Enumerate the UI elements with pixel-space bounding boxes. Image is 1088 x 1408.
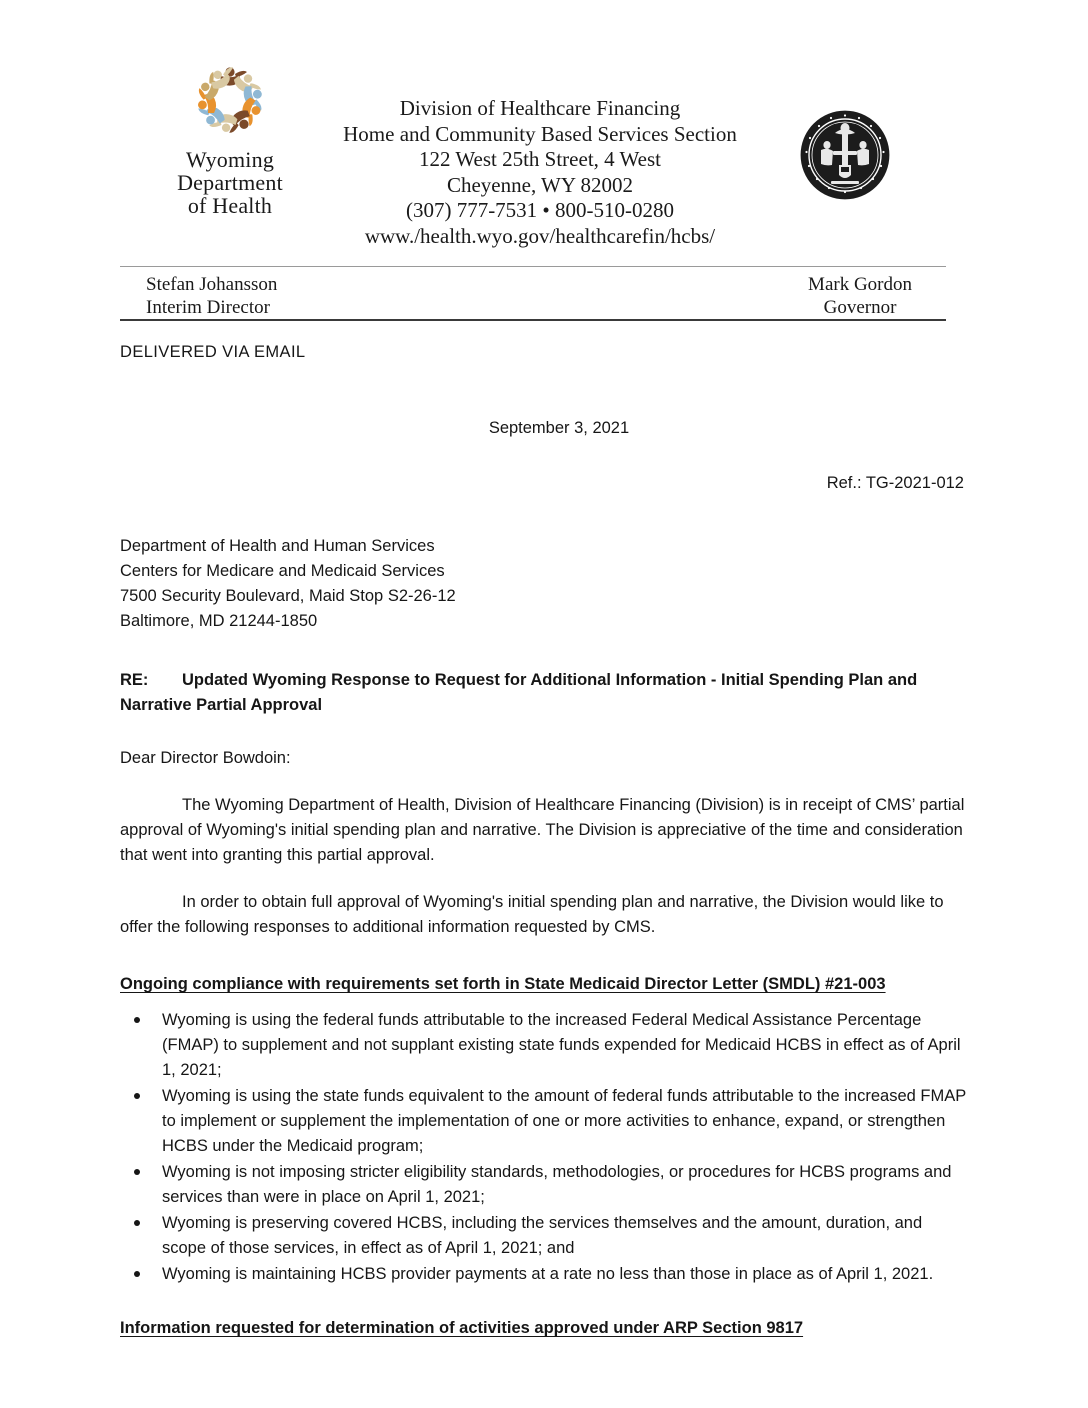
delivery-note: DELIVERED VIA EMAIL [120, 343, 306, 361]
officials-rule-bottom [120, 319, 946, 321]
recipient-line-4: Baltimore, MD 21244-1850 [120, 612, 318, 630]
director-block [146, 273, 277, 319]
agency-logo-block [150, 58, 310, 217]
wyoming-department-of-health-people-circle-logo [178, 58, 282, 146]
address-line-street: 122 West 25th Street, 4 West [419, 147, 661, 171]
wordmark-line-1: Wyoming [185, 147, 275, 172]
agency-wordmark [150, 148, 310, 217]
bullet-dot-icon [134, 1017, 140, 1023]
officials-rule-top [120, 266, 946, 267]
letter-body [120, 340, 968, 1341]
list-item [120, 1211, 968, 1261]
officials-band [120, 266, 946, 320]
address-line-website: www./health.wyo.gov/healthcarefin/hcbs/ [364, 223, 716, 248]
list-item [120, 1262, 968, 1287]
recipient-line-3: 7500 Security Boulevard, Maid Stop S2-26-12 [120, 587, 456, 605]
letterhead [0, 0, 1088, 255]
wyoming-great-seal [797, 107, 893, 203]
section-heading-compliance: Ongoing compliance with requirements set forth in State Medicaid Director Letter (SMDL) #21-003 [120, 975, 886, 993]
letterhead-address [300, 96, 780, 249]
list-item-text: Wyoming is not imposing stricter eligibility standards, methodologies, or procedures for HCBS programs and services than were in place on April 1, 2021; [162, 1163, 952, 1206]
governor-name: Mark Gordon [808, 274, 912, 295]
bullet-dot-icon [134, 1271, 140, 1277]
recipient-line-2: Centers for Medicare and Medicaid Services [120, 562, 445, 580]
re-subject: Updated Wyoming Response to Request for Additional Information - Initial Spending Plan and Narrative Partial Approval [120, 671, 918, 714]
section-heading-information-requested: Information requested for determination of activities approved under ARP Section 9817 [120, 1319, 804, 1337]
letter-date: September 3, 2021 [488, 419, 630, 437]
bullet-dot-icon [134, 1169, 140, 1175]
wordmark-line-2: Department [177, 170, 283, 195]
body-paragraph-1: The Wyoming Department of Health, Division of Healthcare Financing (Division) is in receipt of CMS’ partial approval of Wyoming's initial spending plan and narrative. The Division is appreciative of the time and consideration that went into granting this partial approval. [120, 796, 965, 864]
governor-title: Governor [823, 297, 897, 318]
list-item [120, 1084, 968, 1159]
list-item-text: Wyoming is maintaining HCBS provider payments at a rate no less than those in place as of April 1, 2021. [162, 1265, 934, 1283]
recipient-address [120, 534, 968, 634]
director-title: Interim Director [146, 297, 270, 318]
recipient-line-1: Department of Health and Human Services [120, 537, 435, 555]
list-item [120, 1008, 968, 1083]
list-item-text: Wyoming is using the federal funds attributable to the increased Federal Medical Assistance Percentage (FMAP) to supplement and not supplant existing state funds expended for Medicaid HCBS in effect as of April 1, 2021; [162, 1011, 961, 1079]
compliance-bullet-list [120, 1008, 968, 1287]
salutation: Dear Director Bowdoin: [120, 749, 291, 767]
wordmark-line-3: of Health [187, 193, 273, 218]
address-line-division: Division of Healthcare Financing [399, 96, 681, 120]
address-line-phone: (307) 777-7531 • 800-510-0280 [405, 198, 675, 222]
bullet-dot-icon [134, 1093, 140, 1099]
letter-reference: Ref.: TG-2021-012 [826, 474, 964, 492]
list-item [120, 1160, 968, 1210]
list-item-text: Wyoming is using the state funds equivalent to the amount of federal funds attributable to the increased FMAP to implement or supplement the implementation of one or more activities to enhance, expand, or strengthen HCBS under the Medicaid program; [162, 1087, 966, 1155]
bullet-dot-icon [134, 1220, 140, 1226]
director-name: Stefan Johansson [146, 274, 278, 295]
list-item-text: Wyoming is preserving covered HCBS, including the services themselves and the amount, duration, and scope of those services, in effect as of April 1, 2021; and [162, 1214, 923, 1257]
subject-line [120, 668, 968, 718]
body-paragraph-2: In order to obtain full approval of Wyoming's initial spending plan and narrative, the Division would like to offer the following responses to additional information requested by CMS. [120, 893, 944, 936]
address-line-city: Cheyenne, WY 82002 [446, 172, 634, 197]
governor-block [808, 273, 912, 319]
address-line-section: Home and Community Based Services Section [343, 121, 737, 146]
re-label: RE: [120, 671, 149, 689]
